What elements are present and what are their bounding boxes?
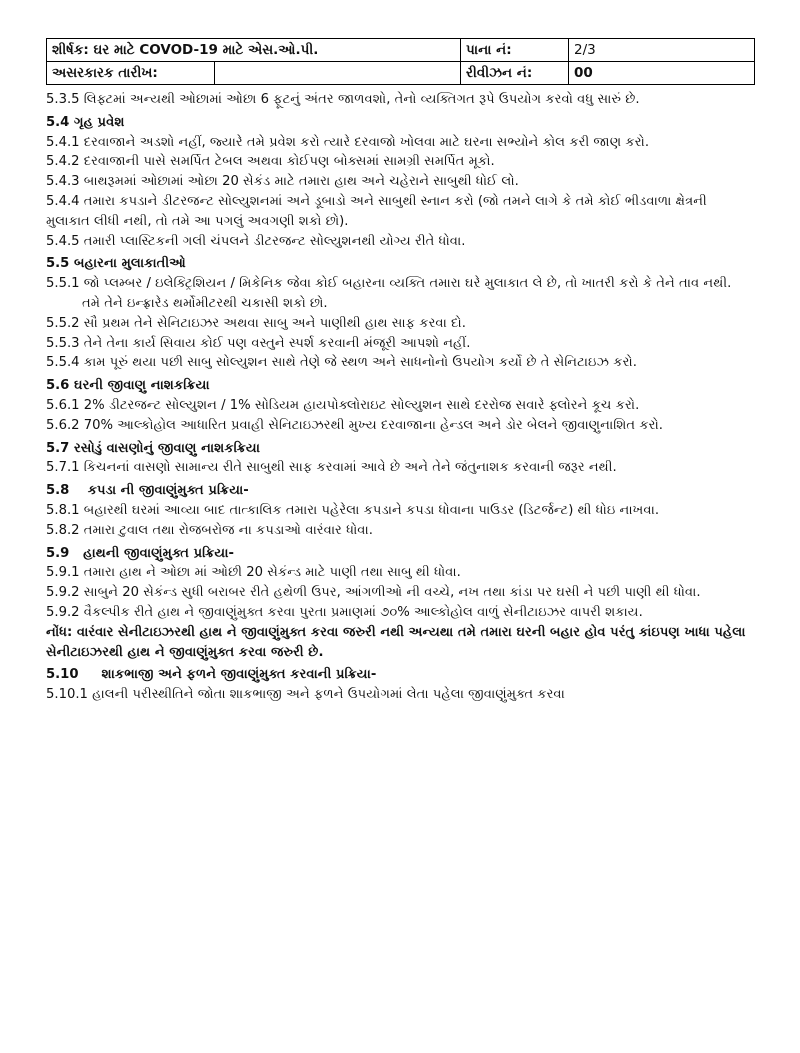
item-5-5-1: 5.5.1 જો પ્લમ્બર / ઇલેક્ટ્રિશિયન / મિકેનિક જેવા કોઈ બહારના વ્યક્તિ તમારા ઘરે મુલાકાત લે છે, તો ખાતરી કરો કે તેને તાવ નથી. તમે તેને ઇન્ફ્રારેડ થર્મોમીટરથી ચકાસી શકો છો. <box>46 276 732 311</box>
item-5-9-2: 5.9.2 સાબુને 20 સેકંન્ડ સુધી બરાબર રીતે હથેળી ઉપર, આંગળીઓ ની વચ્ચે, નખ તથા કાંડા પર ઘસી ને પછી પાણી થી ધોવા. <box>46 585 701 601</box>
subject-value: ઘર માટે COVOD-19 માટે એસ.ઓ.પી. <box>93 42 319 58</box>
header-row-1 <box>47 39 755 62</box>
item-5-10-1: 5.10.1 હાલની પરીસ્થીતિને જોતા શાકભાજી અને ફળને ઉપયોગમાં લેતા પહેલા જીવાણુંમુક્ત કરવા <box>46 687 565 703</box>
header-row-2 <box>47 62 755 85</box>
page-number-label: પાના નં: <box>461 39 569 62</box>
section-5-10-heading: 5.10 શાકભાજી અને ફળને જીવાણુંમુક્ત કરવાની પ્રક્રિયા- <box>46 667 377 683</box>
effective-date-value <box>215 62 461 85</box>
section-5-6-heading: 5.6 ઘરની જીવાણુ નાશકક્રિયા <box>46 378 210 394</box>
revision-value: 00 <box>569 62 755 85</box>
item-5-3-5: 5.3.5 લિફ્ટમાં અન્યથી ઓછામાં ઓછા 6 ફૂટનું અંતર જાળવશો, તેનો વ્યક્તિગત રૂપે ઉપયોગ કરવો વધુ સારું છે. <box>46 92 640 107</box>
document-body <box>46 90 746 705</box>
subject-cell <box>47 39 461 62</box>
revision-label: રીવીઝન નં: <box>461 62 569 85</box>
item-5-6-1: 5.6.1 2% ડીટરજન્ટ સોલ્યુશન / 1% સોડિયમ હાયપોક્લોરાઇટ સોલ્યુશન સાથે દરરોજ સવારે ફ્લોરને કૂચ કરો. <box>46 397 640 413</box>
section-5-4-heading: 5.4 ગૃહ પ્રવેશ <box>46 114 125 130</box>
item-5-4-5: 5.4.5 તમારી પ્લાસ્ટિકની ગલી ચંપલને ડીટરજન્ટ સોલ્યુશનથી યોગ્ય રીતે ધોવા. <box>46 233 466 249</box>
item-5-4-4: 5.4.4 તમારા કપડાને ડીટરજન્ટ સોલ્યુશનમાં અને ડૂબાડો અને સાબુથી સ્નાન કરો (જો તમને લાગે કે તમે કોઈ ભીડવાળા ક્ષેત્રની મુલાકાત લીધી નથી, તો તમે આ પગલું અવગણી શકો છો). <box>46 193 707 229</box>
page-number-value: 2/3 <box>569 39 755 62</box>
note-paragraph: નોંધ: વારંવાર સેનીટાઇઝરથી હાથ ને જીવાણુંમુક્ત કરવા જરુરી નથી અન્યથા તમે તમારા ઘરની બહાર હોવ પરંતુ કાંઇપણ ખાધા પહેલા સેનીટાઇઝરથી હાથ ને જીવાણુંમુક્ત કરવા જરુરી છે. <box>46 624 746 660</box>
item-5-5-3: 5.5.3 તેને તેના કાર્ય સિવાય કોઈ પણ વસ્તુને સ્પર્શ કરવાની મંજૂરી આપશો નહીં. <box>46 335 471 351</box>
document-header-table <box>46 38 755 85</box>
item-5-4-3: 5.4.3 બાથરૂમમાં ઓછામાં ઓછા 20 સેકંડ માટે તમારા હાથ અને ચહેરાને સાબુથી ધોઈ લો. <box>46 174 519 190</box>
item-5-7-1: 5.7.1 કિચનનાં વાસણો સામાન્ય રીતે સાબુથી સાફ કરવામાં આવે છે અને તેને જંતુનાશક કરવાની જરૂર નથી. <box>46 460 617 476</box>
section-5-9-heading: 5.9 હાથની જીવાણુંમુક્ત પ્રક્રિયા- <box>46 545 234 561</box>
section-5-7-heading: 5.7 રસોડું વાસણોનું જીવાણુ નાશકક્રિયા <box>46 440 260 456</box>
section-5-5-heading: 5.5 બહારના મુલાકાતીઓ <box>46 256 186 272</box>
item-5-8-2: 5.8.2 તમારા ટુવાલ તથા રોજબરોજ ના કપડાઓ વારંવાર ધોવા. <box>46 522 373 538</box>
item-5-4-2: 5.4.2 દરવાજાની પાસે સમર્પિત ટેબલ અથવા કોઈપણ બોક્સમાં સામગ્રી સમર્પિત મૂકો. <box>46 154 495 170</box>
section-5-8-heading: 5.8 કપડા ની જીવાણુંમુક્ત પ્રક્રિયા- <box>46 483 249 499</box>
effective-date-label: અસરકારક તારીખ: <box>47 62 215 85</box>
item-5-9-2-alt: 5.9.2 વૈકલ્પીક રીતે હાથ ને જીવાણુંમુક્ત કરવા પુરતા પ્રમાણમાં ૭૦% આલ્કોહોલ વાળું સેનીટાઇઝર વાપરી શકાય. <box>46 604 643 620</box>
item-5-5-4: 5.5.4 કામ પૂરું થયા પછી સાબુ સોલ્યુશન સાથે તેણે જે સ્થળ અને સાધનોનો ઉપયોગ કર્યો છે તે સેનિટાઇઝ કરો. <box>46 355 637 371</box>
item-5-8-1: 5.8.1 બહારથી ઘરમાં આવ્યા બાદ તાત્કાલિક તમારા પહેરેલા કપડાને કપડા ધોવાના પાઉડર (ડિટર્જન્ટ) થી ધોઇ નાખવા. <box>46 502 660 518</box>
item-5-9-1: 5.9.1 તમારા હાથ ને ઓછા માં ઓછી 20 સેકંન્ડ માટે પાણી તથા સાબુ થી ધોવા. <box>46 565 461 581</box>
item-5-4-1: 5.4.1 દરવાજાને અડશો નહીં, જ્યારે તમે પ્રવેશ કરો ત્યારે દરવાજો ખોલવા માટે ઘરના સભ્યોને કોલ કરી જાણ કરો. <box>46 134 650 150</box>
item-5-5-2: 5.5.2 સૌ પ્રથમ તેને સેનિટાઇઝર અથવા સાબુ અને પાણીથી હાથ સાફ કરવા દો. <box>46 315 466 331</box>
item-5-6-2: 5.6.2 70% આલ્કોહોલ આધારિત પ્રવાહી સેનિટાઇઝરથી મુખ્ય દરવાજાના હેન્ડલ અને ડોર બેલને જીવાણુનાશિત કરો. <box>46 417 663 433</box>
subject-label: શીર્ષક: <box>52 42 89 58</box>
